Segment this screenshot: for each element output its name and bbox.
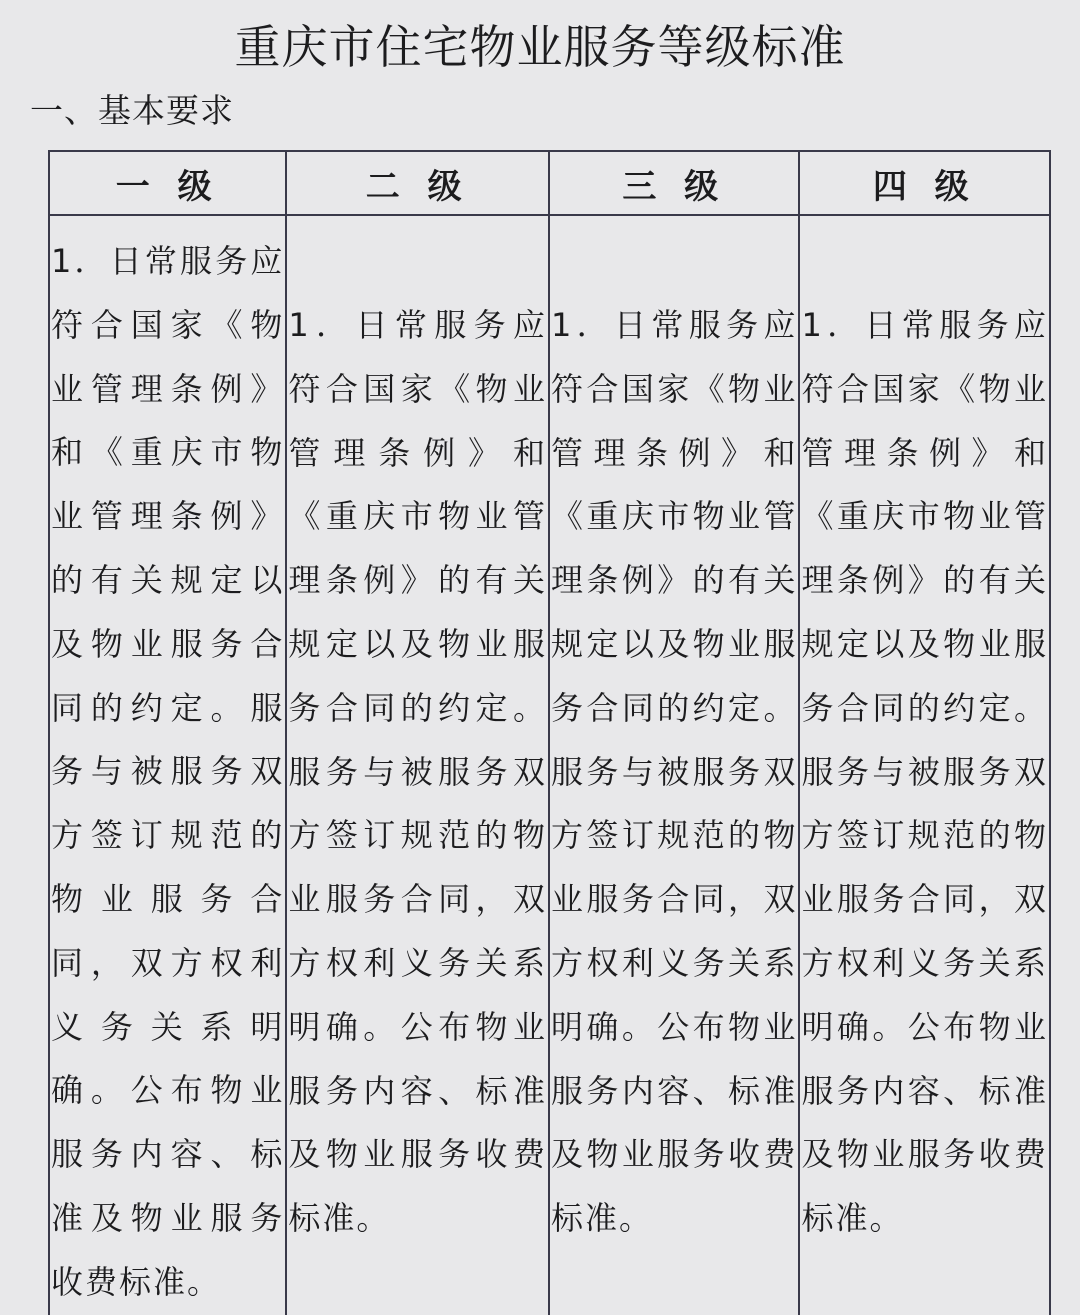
table-header-row xyxy=(49,151,1050,215)
cell-level-2: 1．日常服务应符合国家《物业管理条例》和《重庆市物业管理条例》的有关规定以及物业服务合同的约定。服务与被服务双方签订规范的物业服务合同，双方权利义务关系明确。公布物业服务内容、标准及物业服务收费标准。 xyxy=(286,215,549,1315)
standards-table xyxy=(48,150,1051,1315)
header-level-2: 二 级 xyxy=(286,151,549,215)
page-title: 重庆市住宅物业服务等级标准 xyxy=(234,20,846,74)
cell-level-3: 1．日常服务应符合国家《物业管理条例》和《重庆市物业管理条例》的有关规定以及物业服务合同的约定。服务与被服务双方签订规范的物业服务合同，双方权利义务关系明确。公布物业服务内容、标准及物业服务收费标准。 xyxy=(549,215,800,1315)
header-level-4: 四 级 xyxy=(799,151,1050,215)
header-level-3: 三 级 xyxy=(549,151,800,215)
section-heading: 一、基本要求 xyxy=(30,91,234,130)
cell-level-1: 1．日常服务应符合国家《物业管理条例》和《重庆市物业管理条例》的有关规定以及物业服务合同的约定。服务与被服务双方签订规范的物业服务合同，双方权利义务关系明确。公布物业服务内容、标准及物业服务收费标准。 xyxy=(49,215,286,1315)
table-row xyxy=(49,215,1050,1315)
cell-level-4: 1．日常服务应符合国家《物业管理条例》和《重庆市物业管理条例》的有关规定以及物业服务合同的约定。服务与被服务双方签订规范的物业服务合同，双方权利义务关系明确。公布物业服务内容、标准及物业服务收费标准。 xyxy=(799,215,1050,1315)
header-level-1: 一 级 xyxy=(49,151,286,215)
